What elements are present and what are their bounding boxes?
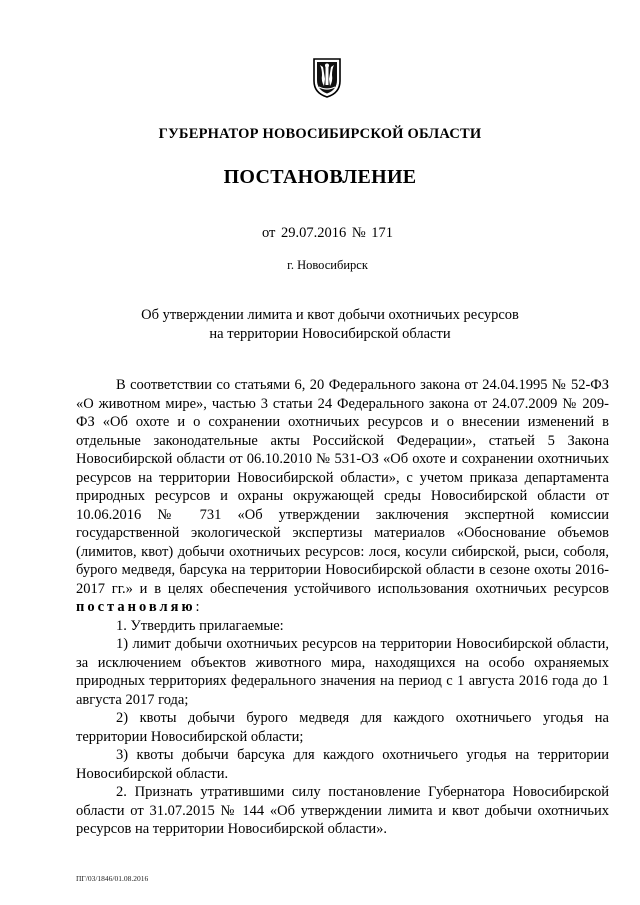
item-1-subitem-3: 3) квоты добычи барсука для каждого охотничьего угодья на территории Новосибирской области. xyxy=(76,747,609,782)
document-title-line-1: Об утверждении лимита и квот добычи охотничьих ресурсов xyxy=(141,307,519,323)
item-1: 1. Утвердить прилагаемые: xyxy=(116,617,284,634)
issuing-authority: ГУБЕРНАТОР НОВОСИБИРСКОЙ ОБЛАСТИ xyxy=(158,126,482,142)
document-date-number: от 29.07.2016 № 171 xyxy=(261,225,394,241)
preamble-text: В соответствии со статьями 6, 20 Федерального закона от 24.04.1995 № 52-ФЗ «О животном мире», частью 3 статьи 24 Федерального закона от 24.07.2009 № 209-ФЗ «Об охоте и о сохранении охотничьих ресурсов и о внесении изменений в отдельные законодательные акты Российской Федерации», статьей 5 Закона Новосибирской области от 06.10.2010 № 531-ОЗ «Об охоте и сохранении охотничьих ресурсов на территории Новосибирской области», с учетом приказа департамента природных ресурсов и охраны окружающей среды Новосибирской области от 10.06.2016 № 731 «Об утверждении заключения экспертной комиссии государственной экологической экспертизы материалов «Обоснование объемов (лимитов, квот) добычи охотничьих ресурсов: лося, косули сибирской, рыси, соболя, бурого медведя, барсука на территории Новосибирской области в сезоне охоты 2016-2017 гг.» и в целях обеспечения устойчивого использования охотничьих ресурсов xyxy=(76,377,609,597)
coat-of-arms-emblem-icon xyxy=(312,55,342,99)
document-title-line-2: на территории Новосибирской области xyxy=(209,325,451,342)
decree-suffix: : xyxy=(195,599,200,615)
document-code-footer: ПГ/03/1846/01.08.2016 xyxy=(76,874,149,883)
item-1-subitem-2: 2) квоты добычи бурого медведя для каждого охотничьего угодья на территории Новосибирской области; xyxy=(76,710,609,745)
document-body xyxy=(76,376,609,839)
preamble-paragraph xyxy=(76,376,609,617)
document-city: г. Новосибирск xyxy=(287,258,368,272)
document-title xyxy=(120,306,540,343)
item-2: 2. Признать утратившими силу постановление Губернатора Новосибирской области от 31.07.2015 № 144 «Об утверждении лимита и квот добычи охотничьих ресурсов на территории Новосибирской области». xyxy=(76,784,609,837)
document-type-heading: ПОСТАНОВЛЕНИЕ xyxy=(223,166,417,188)
item-1-subitem-1: 1) лимит добычи охотничьих ресурсов на территории Новосибирской области, за исключением объектов животного мира, находящихся на особо охраняемых природных территориях федерального значения на период с 1 августа 2016 года до 1 августа 2017 года; xyxy=(76,636,609,708)
decree-word: постановляю xyxy=(76,599,196,615)
